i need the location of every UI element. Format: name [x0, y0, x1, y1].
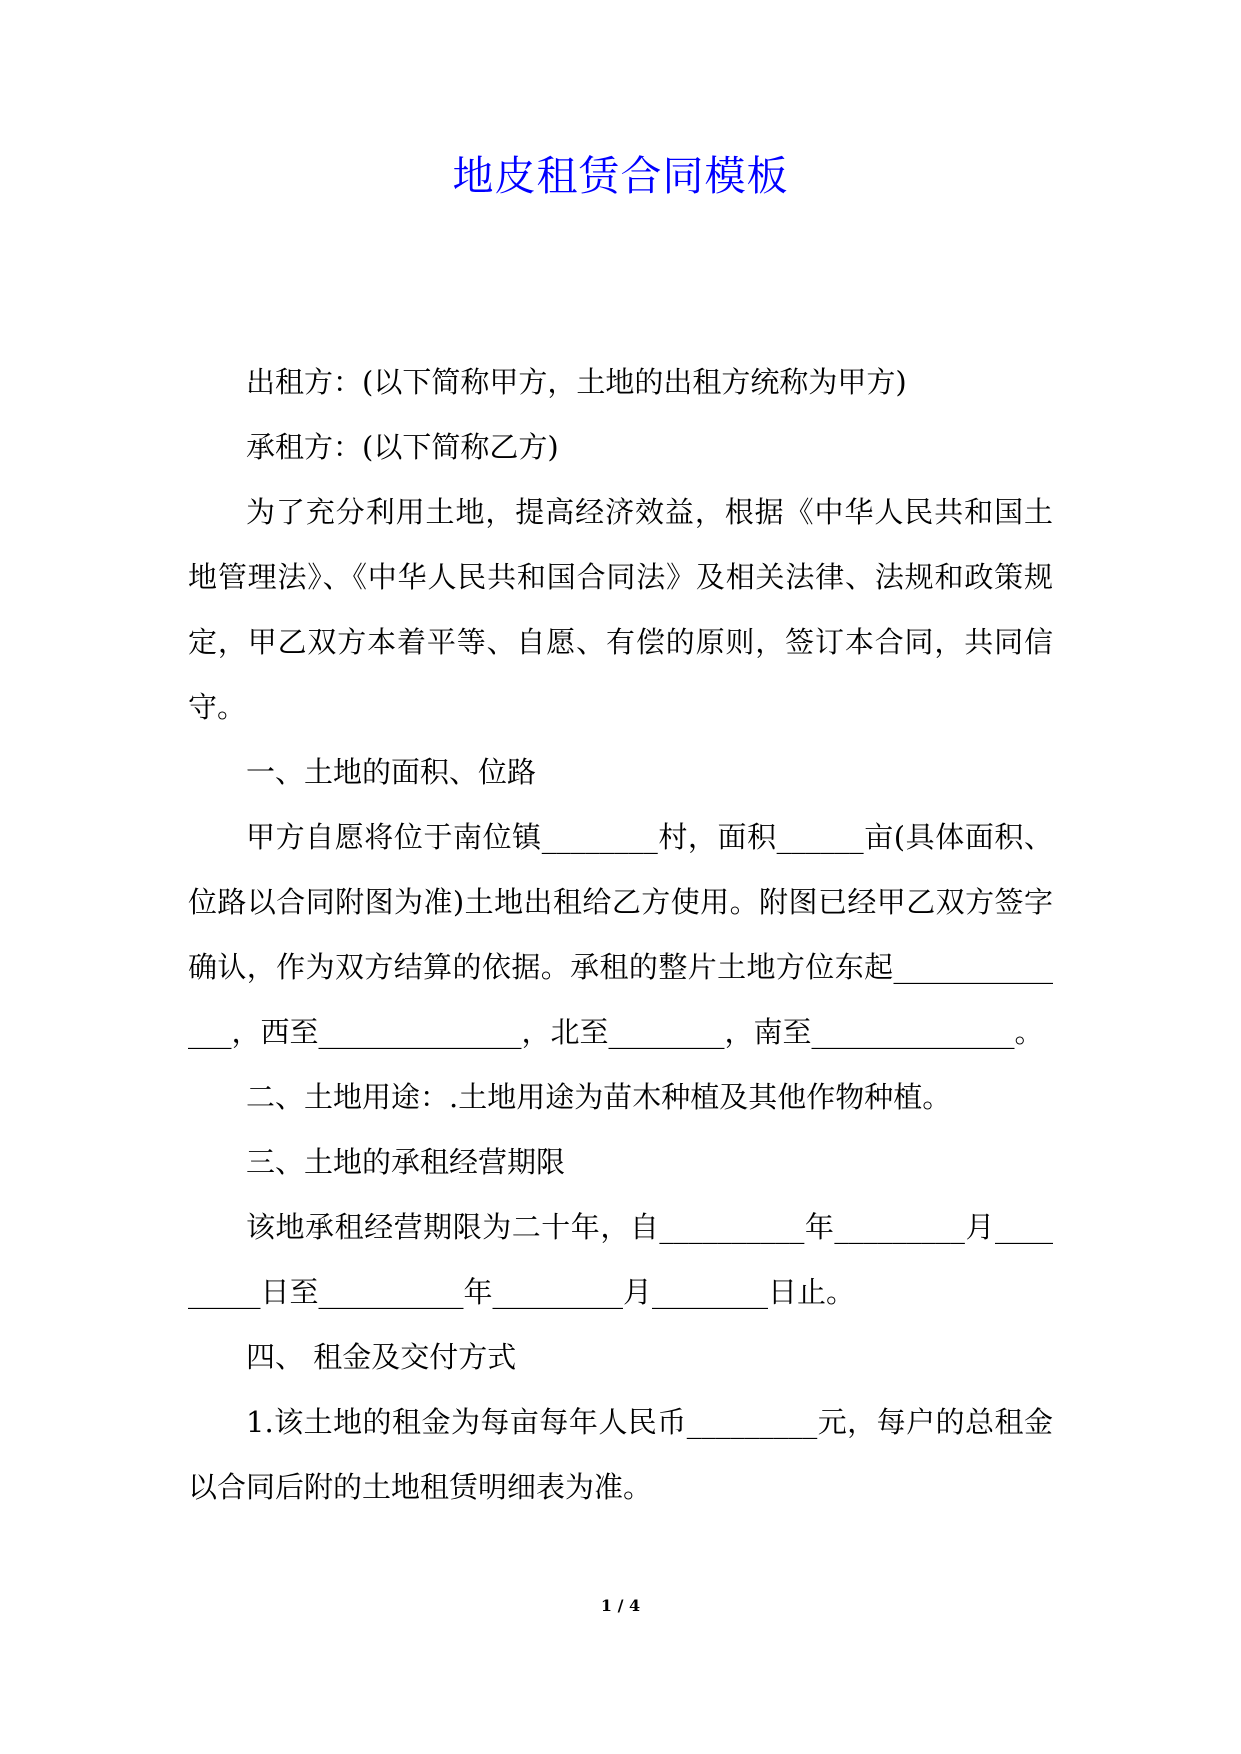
- section-heading-rent-payment: 四、 租金及交付方式: [246, 1340, 517, 1374]
- document-title: 地皮租赁合同模板: [452, 152, 789, 200]
- paragraph-lease-term: 该地承租经营期限为二十年，自__________年_________月_________日至__________年_________月________日止。: [188, 1210, 1053, 1309]
- section-heading-lease-term: 三、土地的承租经营期限: [246, 1145, 566, 1179]
- paragraph-lessee: 承租方：(以下简称乙方): [246, 430, 559, 464]
- paragraph-land-area: 甲方自愿将位于南位镇________村，面积______亩(具体面积、位路以合同附图为准)土地出租给乙方使用。附图已经甲乙双方签字确认，作为双方结算的依据。承租的整片土地方位东起______________，西至______________，北至________，南至______________。: [188, 820, 1053, 1049]
- page-number: 1 / 4: [600, 1596, 641, 1615]
- paragraph-lessor: 出租方：(以下简称甲方，土地的出租方统称为甲方): [246, 365, 907, 399]
- paragraph-rent-amount: 1.该土地的租金为每亩每年人民币_________元，每户的总租金以合同后附的土地租赁明细表为准。: [188, 1405, 1053, 1504]
- paragraph-preamble: 为了充分利用土地，提高经济效益，根据《中华人民共和国土地管理法》、《中华人民共和国合同法》及相关法律、法规和政策规定，甲乙双方本着平等、自愿、有偿的原则，签订本合同，共同信守。: [188, 495, 1053, 724]
- section-heading-land-use: 二、土地用途：.土地用途为苗木种植及其他作物种植。: [246, 1080, 952, 1114]
- section-heading-land-area: 一、土地的面积、位路: [246, 755, 537, 789]
- document-body: [188, 350, 1053, 1520]
